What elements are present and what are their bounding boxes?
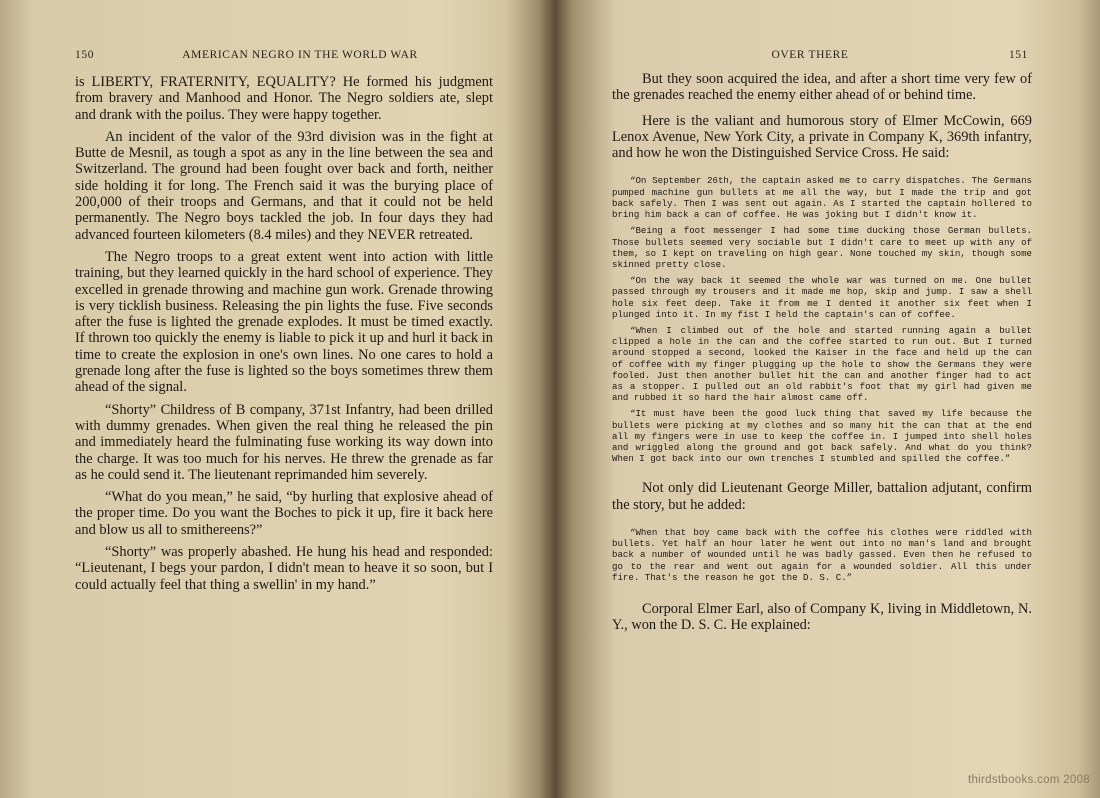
- quote-paragraph: “Being a foot messenger I had some time ducking those German bullets. Those bullets seemed very sociable but I didn't care to meet up with any of them, so I kept on traveling on high gear. None touched my skin, though some skinned pretty close.: [612, 225, 1032, 270]
- watermark: thirdstbooks.com 2008: [967, 774, 1090, 786]
- left-running-title: AMERICAN NEGRO IN THE WORLD WAR: [182, 49, 418, 61]
- right-page: [560, 0, 1100, 798]
- right-running-title: OVER THERE: [771, 49, 849, 61]
- quote-paragraph: “When I climbed out of the hole and started running again a bullet clipped a hole in the can and the coffee started to run out. But I turned around stopped a second, looked the Kaiser in the face and held up the can of coffee with my finger plugging up the hole to show the Germans they were fooled. Just then another bullet hit the can and another finger had to act as a stopper. I pulled out an old rabbit's foot that my girl had given me and rubbed it so hard the hair almost came off.: [612, 324, 1032, 404]
- left-page-number: 150: [75, 49, 95, 61]
- quote-paragraph: “On the way back it seemed the whole war was turned on me. One bullet passed through my trousers and it made me hop, skip and jump. I saw a shell hole six feet deep. Take it from me I dented it another six feet when I plunged into it. In my fist I held the captain's can of coffee.: [612, 275, 1032, 320]
- left-paragraph-6: “Shorty” was properly abashed. He hung his head and responded: “Lieutenant, I begs your pardon, I didn't mean to heave it so soon, but I could actually feel that thing a swellin' in my hand.”: [75, 544, 493, 593]
- left-page: [0, 0, 540, 798]
- right-page-number: 151: [1008, 49, 1028, 61]
- quote-paragraph: “When that boy came back with the coffee his clothes were riddled with bullets. Yet half an hour later he went out into no man's land and brought back a number of wounded until he was badly gassed. Even then he refused to go to the rear and went out again for a wounded soldier. All this under fire. That's the reason he got the D. S. C.”: [612, 526, 1032, 583]
- left-paragraph-1: is LIBERTY, FRATERNITY, EQUALITY? He formed his judgment from bravery and Manhood and Honor. The Negro soldiers ate, slept and drank with the poilus. They were happy together.: [75, 74, 493, 123]
- quote-block-mccowin: [612, 175, 1032, 464]
- quote-paragraph: “On September 26th, the captain asked me to carry dispatches. The Germans pumped machine gun bullets at me all the way, but I made the trip and got back safely. Then I was sent out again. As I started the captain hollered to bring him back a can of coffee. He was joking but I didn't know it.: [612, 175, 1032, 221]
- right-paragraph-1: But they soon acquired the idea, and after a short time very few of the grenades reached the enemy either ahead of or behind time.: [612, 71, 1032, 104]
- left-page-body: [75, 74, 493, 593]
- quote-paragraph: “It must have been the good luck thing that saved my life because the bullets were picking at my clothes and so many hit the can that at the end all my fingers were in use to keep the coffee in. I jumped into shell holes and wriggled along the ground and got back safely. And what do you think? When I got back into our own trenches I stumbled and spilled the coffee.”: [612, 408, 1032, 465]
- right-paragraph-miller: Not only did Lieutenant George Miller, battalion adjutant, confirm the story, but he added:: [612, 480, 1032, 513]
- left-paragraph-4: “Shorty” Childress of B company, 371st Infantry, had been drilled with dummy grenades. When given the real thing he released the pin and immediately heard the fulminating fuse working its way down into the charge. It was too much for his nerves. He threw the grenade as far as he could send it. The lieutenant reprimanded him severely.: [75, 401, 493, 483]
- right-paragraph-earl: Corporal Elmer Earl, also of Company K, living in Middletown, N. Y., won the D. S. C. He explained:: [612, 600, 1032, 634]
- right-page-body: [612, 71, 1032, 634]
- left-paragraph-2: An incident of the valor of the 93rd division was in the fight at Butte de Mesnil, as tough a spot as any in the line between the sea and Switzerland. The ground had been fought over back and forth, neither side holding it for long. The French said it was the burying place of 200,000 of their troops and Germans, and that it could not be held permanently. The Negro boys tackled the job. In four days they had advanced fourteen kilometers (8.4 miles) and they NEVER retreated.: [75, 128, 493, 243]
- left-paragraph-3: The Negro troops to a great extent went into action with little training, but they learned quickly in the hard school of experience. They excelled in grenade throwing and machine gun work. Grenade throwing is very ticklish business. Releasing the pin lights the fuse. Five seconds after the fuse is lighted the grenade explodes. It must be timed exactly. If thrown too quickly the enemy is liable to pick it up and hurl it back in time to create the explosion in one's own lines. No one cares to hold a grenade long after the fuse is lighted so the boys sometimes threw them ahead of the signal.: [75, 248, 493, 396]
- right-paragraph-2: Here is the valiant and humorous story of Elmer McCowin, 669 Lenox Avenue, New York City, a private in Company K, 369th infantry, and how he won the Distinguished Service Cross. He said:: [612, 112, 1032, 162]
- left-paragraph-5: “What do you mean,” he said, “by hurling that explosive ahead of the proper time. Do you want the Boches to pick it up, fire it back here and blow us all to smithereens?”: [75, 489, 493, 538]
- quote-block-miller: [612, 527, 1032, 583]
